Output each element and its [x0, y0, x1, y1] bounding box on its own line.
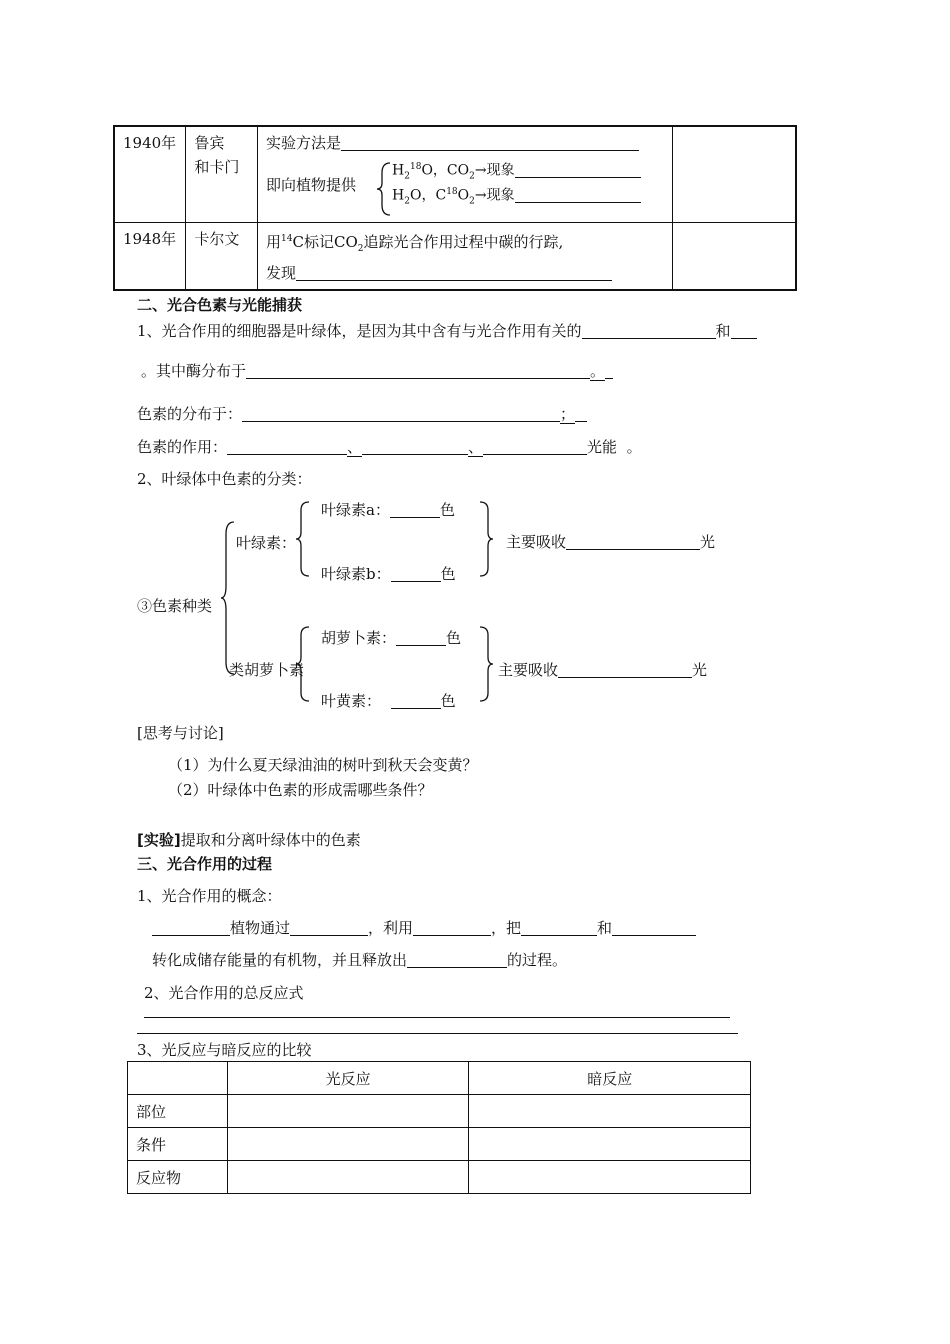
answer-cell[interactable]: [227, 1161, 469, 1194]
question-3-3: 3、光反应与暗反应的比较: [137, 1041, 312, 1059]
answer-blank[interactable]: [341, 135, 639, 151]
table-row: [128, 1161, 751, 1194]
answer-blank[interactable]: [391, 693, 441, 709]
brace-icon: [220, 520, 236, 676]
brace-icon: [478, 500, 494, 578]
header-light-reaction: 光反应: [227, 1062, 469, 1095]
answer-blank[interactable]: [246, 363, 590, 379]
question-3-2: 2、光合作用的总反应式: [144, 984, 304, 1002]
concept-line-2: 转化成储存能量的有机物，并且释放出 的过程。: [152, 951, 568, 969]
history-table: [113, 125, 797, 291]
answer-blank[interactable]: [396, 630, 446, 646]
pigment-types-root: ③色素种类: [137, 597, 213, 615]
option-2: $H_2O$，$C^{18}O_2\to$现象: [392, 180, 641, 213]
answer-blank[interactable]: [612, 920, 696, 936]
answer-blank[interactable]: [483, 439, 587, 455]
think-heading: [思考与讨论]: [137, 724, 224, 742]
answer-blank[interactable]: [242, 406, 560, 422]
think-question-2: （2）叶绿体中色素的形成需哪些条件？: [168, 781, 433, 799]
chlorophyll-b: 叶绿素b： 色: [321, 565, 456, 583]
chlorophyll-a: 叶绿素a： 色: [321, 501, 455, 519]
experiment-description-cell: 用$^{14}$C标记$CO_2$追踪光合作用过程中碳的行踪, 发现: [258, 222, 673, 290]
answer-blank[interactable]: [290, 920, 368, 936]
question-3-1: 1、光合作用的概念：: [137, 887, 282, 905]
brace-icon: [295, 500, 311, 578]
pigment-location-line: 色素的分布于： ；: [137, 403, 587, 424]
answer-cell[interactable]: [227, 1128, 469, 1161]
enzyme-location-line: 。其中酶分布于 。: [141, 360, 613, 381]
table-row: [114, 222, 796, 290]
brace-icon: [376, 161, 392, 217]
answer-blank[interactable]: [566, 534, 700, 550]
table-row: [128, 1095, 751, 1128]
pigment-function-line: 色素的作用： 、 、 光能 。: [137, 438, 642, 456]
section-2-heading: 二、光合色素与光能捕获: [137, 296, 303, 314]
answer-blank[interactable]: [390, 502, 440, 518]
year-cell: 1948年: [114, 222, 186, 290]
carotenoid-group: 类胡萝卜素: [229, 661, 305, 679]
absorb-line-1: 主要吸收 光: [506, 533, 716, 551]
comparison-table: [127, 1061, 751, 1194]
question-2-2: 2、叶绿体中色素的分类：: [137, 470, 312, 488]
think-question-1: （1）为什么夏天绿油油的树叶到秋天会变黄？: [168, 756, 478, 774]
table-header-row: [128, 1062, 751, 1095]
year-cell: 1940年: [114, 126, 186, 222]
equation-answer-line[interactable]: [144, 1017, 730, 1018]
scientist-cell: 鲁宾 和卡门: [186, 126, 258, 222]
absorb-line-2: 主要吸收 光: [498, 661, 708, 679]
option-1: $H_2^{18}O$，$CO_2\to$现象: [392, 155, 641, 188]
answer-blank[interactable]: [731, 323, 757, 339]
scientist-cell: 卡尔文: [186, 222, 258, 290]
answer-cell[interactable]: [469, 1095, 751, 1128]
answer-blank[interactable]: [582, 323, 716, 339]
row-label: 部位: [128, 1095, 228, 1128]
concept-line-1: 植物通过 ，利用 ，把 和: [152, 917, 696, 938]
answer-blank[interactable]: [407, 952, 507, 968]
header-cell: [128, 1062, 228, 1095]
empty-cell: [673, 126, 796, 222]
table-row: [128, 1128, 751, 1161]
row-label: 反应物: [128, 1161, 228, 1194]
row-label: 条件: [128, 1128, 228, 1161]
xanthophyll: 叶黄素： 色: [321, 692, 456, 710]
empty-cell: [673, 222, 796, 290]
answer-blank[interactable]: [521, 920, 597, 936]
experiment-line: [实验]提取和分离叶绿体中的色素: [137, 831, 361, 849]
table-row: [114, 126, 796, 222]
answer-blank[interactable]: [362, 439, 468, 455]
answer-blank[interactable]: [296, 265, 612, 281]
brace-icon: [478, 625, 494, 703]
answer-blank[interactable]: [227, 439, 347, 455]
answer-cell[interactable]: [469, 1128, 751, 1161]
answer-blank[interactable]: [391, 566, 441, 582]
answer-blank[interactable]: [515, 188, 641, 203]
answer-blank[interactable]: [413, 920, 491, 936]
chlorophyll-group: 叶绿素：: [236, 534, 297, 552]
question-2-1: 1、光合作用的细胞器是叶绿体，是因为其中含有与光合作用有关的 和: [137, 320, 757, 341]
answer-blank[interactable]: [515, 163, 641, 178]
carotene: 胡萝卜素： 色: [321, 629, 462, 647]
answer-blank[interactable]: [558, 662, 692, 678]
equation-answer-line[interactable]: [137, 1033, 738, 1034]
answer-cell[interactable]: [469, 1161, 751, 1194]
answer-cell[interactable]: [227, 1095, 469, 1128]
section-3-heading: 三、光合作用的过程: [137, 855, 273, 873]
answer-blank[interactable]: [152, 920, 230, 936]
experiment-description-cell: 实验方法是 即向植物提供 $H_2^{18}O$，$CO_2\to$现象 $H_2O$，$C^{18}O_2\to$现象: [258, 126, 673, 222]
header-dark-reaction: 暗反应: [469, 1062, 751, 1095]
